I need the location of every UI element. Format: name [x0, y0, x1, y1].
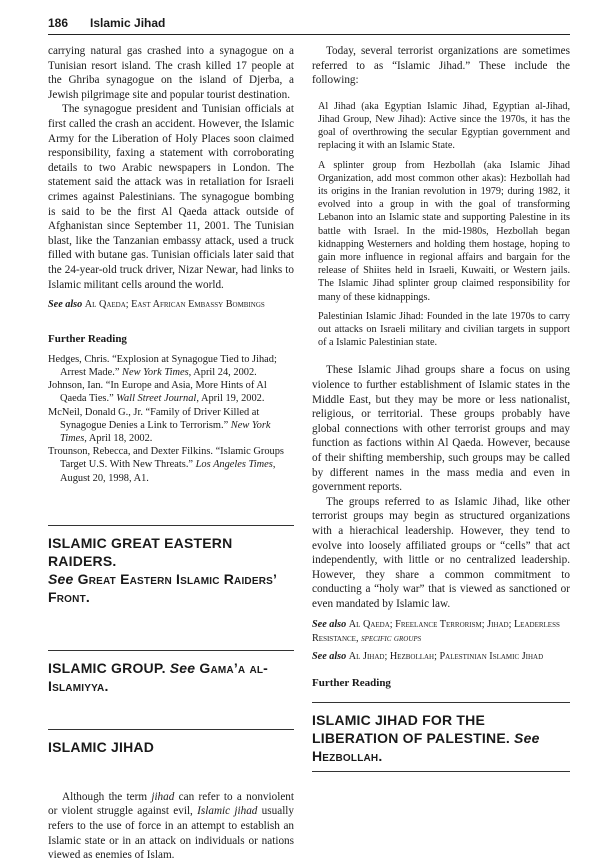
paragraph: Today, several terrorist organizations are sometimes referred to as “Islamic Jihad.” These include the following:	[312, 45, 570, 87]
paragraph: These Islamic Jihad groups share a focus on using violence to further establishment of Islamic states in the Middle East, but they may be more or less nationalist, religious, or territorial. These groups probably have global connections with other terrorist groups and may function as factions within Al Qaeda. However, because of their shifting membership, such groups may be called by different names in the mass media and even in government reports.	[312, 364, 570, 494]
cross-reference-link[interactable]: Great Eastern Islamic Raiders’ Front.	[48, 570, 277, 605]
group-description: A splinter group from Hezbollah (aka Islamic Jihad Organization, add most common other akas): Hezbollah had its origins in the Iranian revolution in 1979; during 1982, it evolved into a group in with the goal of transforming Lebanon into an Islamic state and supporting Palestine in its battle with Israel. In the mid-1980s, Hezbollah began kidnapping Westerners and holding them hostage, hoping to gain more influence in regional affairs and bargain for the release of Shiites held in Israeli, Kuwaiti, or Western jails. The Islamic Jihad splinter group claimed responsibility for many of these kidnappings.	[318, 159, 570, 303]
see-also-links[interactable]: Al Jihad; Hezbollah; Palestinian Islamic Jihad	[348, 650, 544, 662]
cross-reference-link[interactable]: Gama’a al-Islamiyya.	[48, 659, 269, 694]
entry-islamic-jihad-liberation-palestine	[312, 702, 570, 772]
further-reading-heading: Further Reading	[312, 676, 391, 689]
entry-heading: ISLAMIC JIHAD	[48, 738, 155, 755]
further-reading-heading: Further Reading	[48, 333, 127, 346]
see-also-label: See also	[312, 650, 347, 662]
entry-heading: ISLAMIC GREAT EASTERN RAIDERS. See Great Eastern Islamic Raiders’ Front.	[48, 534, 277, 605]
see-also-links[interactable]: Al Qaeda; Freelance Terrorism; Jihad; Leaderless Resistance,	[312, 618, 560, 644]
paragraph: The synagogue president and Tunisian officials at first called the crash an accident. However, the Islamic Army for the Liberation of Holy Places soon claimed responsibility, faxing a statement with corroborating details to two Arabic newspapers in London. The statement said the attack was in retaliation for Israeli crimes against Palestinians. The synagogue bombing is said to be the first Al Qaeda attack outside of Afghanistan since September 11, 2001. The Tunisian blast, like the Tanzanian embassy attack, used a truck filled with butane gas. Tunisian officials later said that the 24-year-old truck driver, Nizar Newar, had links to Islamic militant cells around the world.	[48, 103, 294, 291]
running-header	[48, 14, 570, 35]
group-description: Al Jihad (aka Egyptian Islamic Jihad, Egyptian al-Jihad, Jihad Group, New Jihad): Active since the 1970s, it has the goal of overthrowing the secular Egyptian government and replacing it with an Islamic State.	[318, 100, 570, 152]
left-column	[48, 44, 294, 863]
right-column	[312, 44, 570, 772]
entry-islamic-great-eastern-raiders	[48, 525, 294, 606]
see-also-label: See also	[312, 618, 347, 630]
divider	[312, 771, 570, 772]
paragraph: carrying natural gas crashed into a synagogue on a Tunisian resort island. The crash killed 17 people at the Ghriba synagogue on the island of Djerba, a Jewish pilgrimage site and popular tourist destination.	[48, 45, 294, 101]
reference-item: Hedges, Chris. “Explosion at Synagogue Tied to Jihad; Arrest Made.” New York Times, April 24, 2002.	[48, 353, 277, 378]
see-also	[312, 618, 570, 646]
see-also	[48, 298, 294, 312]
reference-item: McNeil, Donald G., Jr. “Family of Driver Killed at Synagogue Denies a Link to Terrorism.” New York Times, April 18, 2002.	[48, 406, 271, 444]
group-list	[312, 100, 570, 350]
see-also-note: specific groups	[361, 632, 422, 644]
see-also-links[interactable]: Al Qaeda; East African Embassy Bombings	[84, 299, 265, 311]
page-number: 186	[48, 16, 69, 30]
group-description: Palestinian Islamic Jihad: Founded in the late 1970s to carry out attacks on Israeli military and civilian targets in support of a Islamic Palestinian state.	[318, 310, 570, 349]
entry-heading: ISLAMIC JIHAD FOR THE LIBERATION OF PALESTINE. See Hezbollah.	[312, 712, 540, 765]
reference-item: Johnson, Ian. “In Europe and Asia, More Hints of Al Qaeda Ties.” Wall Street Journal, April 19, 2002.	[48, 380, 267, 405]
cross-reference-link[interactable]: Hezbollah.	[312, 748, 383, 765]
see-also-label: See also	[48, 299, 83, 311]
paragraph: The groups referred to as Islamic Jihad, like other terrorist groups may begin as structured organizations with a hierachical leadership. However, they tend to evolve into loosely affiliated groups or “cells” that act independently, with little or no centralized leadership. However, they share a common commitment to conducting a “holy war” that is viewed as sanctioned or even mandated by Islamic law.	[312, 495, 570, 610]
reference-item: Trounson, Rebecca, and Dexter Filkins. “Islamic Groups Target U.S. With New Threats.” Los Angeles Times, August 20, 1998, A1.	[48, 446, 284, 484]
running-title: Islamic Jihad	[90, 16, 166, 30]
reference-list	[48, 353, 294, 485]
paragraph: Although the term jihad can refer to a nonviolent or violent struggle against evil, Islamic jihad usually refers to the use of force in an attempt to establish an Islamic state or in an attack on individuals or nations viewed as enemies of Islam.	[48, 790, 295, 862]
entry-islamic-group	[48, 650, 294, 695]
entry-heading: ISLAMIC GROUP. See Gama’a al-Islamiyya.	[48, 659, 269, 694]
see-also	[312, 650, 570, 664]
entry-islamic-jihad	[48, 729, 294, 756]
